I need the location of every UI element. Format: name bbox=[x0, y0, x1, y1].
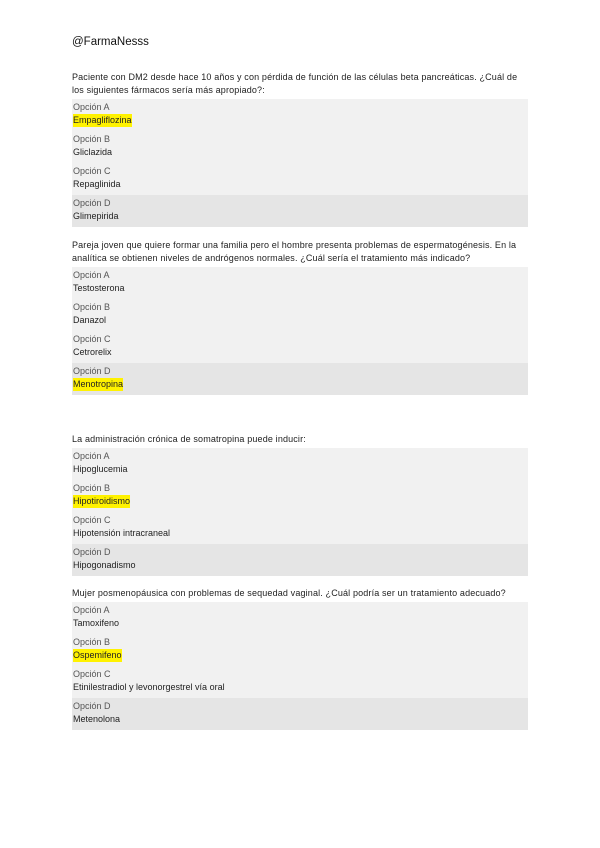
option-value: Tamoxifeno bbox=[73, 618, 120, 628]
option-b[interactable] bbox=[72, 634, 528, 666]
option-value-highlighted: Menotropina bbox=[73, 379, 124, 389]
option-label: Opción B bbox=[73, 637, 111, 647]
option-label: Opción B bbox=[73, 302, 111, 312]
option-value: Glimepirida bbox=[73, 211, 119, 221]
option-label: Opción A bbox=[73, 451, 110, 461]
option-label: Opción D bbox=[73, 366, 111, 376]
option-label: Opción C bbox=[73, 166, 111, 176]
question-text: Mujer posmenopáusica con problemas de sequedad vaginal. ¿Cuál podría ser un tratamiento adecuado? bbox=[72, 588, 506, 598]
option-d[interactable] bbox=[72, 195, 528, 227]
question-4 bbox=[72, 587, 528, 730]
question-text: Paciente con DM2 desde hace 10 años y con pérdida de función de las células beta pancreáticas. ¿Cuál de los siguientes fármacos sería más apropiado?: bbox=[72, 72, 518, 95]
option-value: Cetrorelix bbox=[73, 347, 112, 357]
option-value: Hipotensión intracraneal bbox=[73, 528, 171, 538]
option-label: Opción C bbox=[73, 515, 111, 525]
option-d[interactable] bbox=[72, 698, 528, 730]
question-text: La administración crónica de somatropina puede inducir: bbox=[72, 434, 306, 444]
option-value-highlighted: Hipotiroidismo bbox=[73, 496, 131, 506]
option-value: Gliclazida bbox=[73, 147, 113, 157]
option-label: Opción B bbox=[73, 483, 111, 493]
option-c[interactable] bbox=[72, 666, 528, 698]
option-label: Opción A bbox=[73, 102, 110, 112]
option-value: Danazol bbox=[73, 315, 107, 325]
option-value: Repaglinida bbox=[73, 179, 121, 189]
option-value-highlighted: Ospemifeno bbox=[73, 650, 122, 660]
option-value: Hipogonadismo bbox=[73, 560, 136, 570]
option-label: Opción C bbox=[73, 334, 111, 344]
option-label: Opción A bbox=[73, 270, 110, 280]
option-value-highlighted: Empagliflozina bbox=[73, 115, 132, 125]
option-c[interactable] bbox=[72, 331, 528, 363]
option-b[interactable] bbox=[72, 480, 528, 512]
option-a[interactable] bbox=[72, 267, 528, 299]
option-b[interactable] bbox=[72, 299, 528, 331]
option-value: Testosterona bbox=[73, 283, 125, 293]
option-label: Opción D bbox=[73, 547, 111, 557]
question-3 bbox=[72, 433, 528, 576]
option-a[interactable] bbox=[72, 448, 528, 480]
option-label: Opción D bbox=[73, 701, 111, 711]
option-label: Opción A bbox=[73, 605, 110, 615]
option-value: Metenolona bbox=[73, 714, 121, 724]
option-label: Opción C bbox=[73, 669, 111, 679]
option-d[interactable] bbox=[72, 363, 528, 395]
option-label: Opción D bbox=[73, 198, 111, 208]
option-value: Hipoglucemia bbox=[73, 464, 128, 474]
question-2 bbox=[72, 239, 528, 395]
option-value: Etinilestradiol y levonorgestrel vía oral bbox=[73, 682, 225, 692]
option-b[interactable] bbox=[72, 131, 528, 163]
option-c[interactable] bbox=[72, 512, 528, 544]
option-c[interactable] bbox=[72, 163, 528, 195]
question-1 bbox=[72, 71, 528, 227]
option-a[interactable] bbox=[72, 602, 528, 634]
option-a[interactable] bbox=[72, 99, 528, 131]
author-handle: @FarmaNesss bbox=[72, 36, 149, 48]
option-label: Opción B bbox=[73, 134, 111, 144]
option-d[interactable] bbox=[72, 544, 528, 576]
question-text: Pareja joven que quiere formar una familia pero el hombre presenta problemas de espermatogénesis. En la analítica se obtienen niveles de andrógenos normales. ¿Cuál sería el tratamiento más indicado? bbox=[72, 240, 517, 263]
